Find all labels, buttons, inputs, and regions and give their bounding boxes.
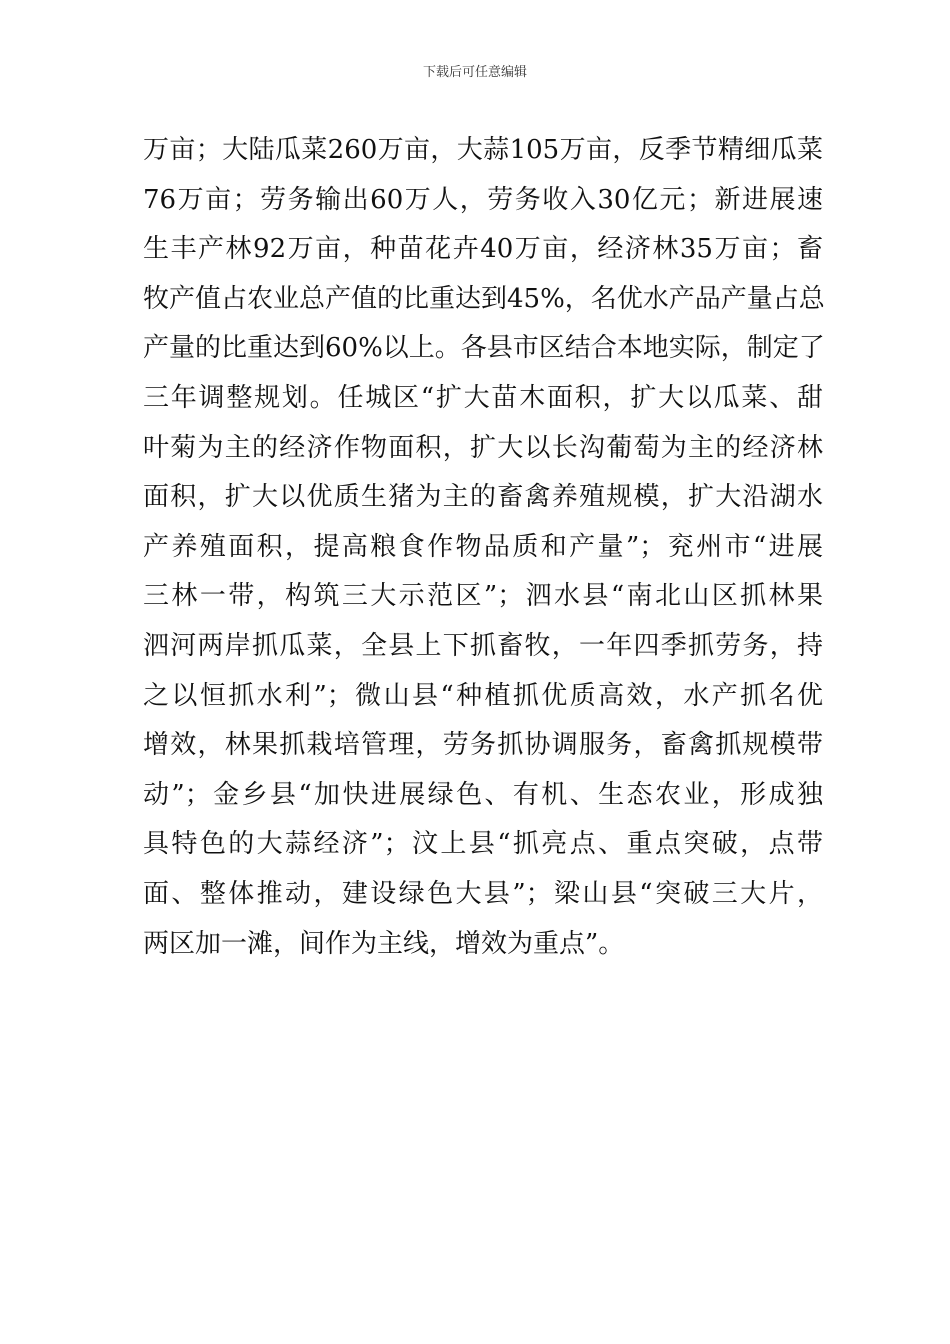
text-line: 产量的比重达到60%以上。各县市区结合本地实际，制定了: [143, 333, 825, 364]
text-line: 增效，林果抓栽培管理，劳务抓协调服务，畜禽抓规模带: [143, 730, 823, 761]
body-paragraph: [143, 126, 823, 969]
text-line: 叶菊为主的经济作物面积，扩大以长沟葡萄为主的经济林: [143, 432, 823, 463]
page-header: 下载后可任意编辑: [422, 65, 527, 80]
text-line: 生丰产林92万亩，种苗花卉40万亩，经济林35万亩；畜: [143, 234, 823, 265]
text-line: 76万亩；劳务输出60万人，劳务收入30亿元；新进展速: [143, 184, 823, 215]
text-line-last: 两区加一滩，间作为主线，增效为重点”。: [143, 928, 625, 959]
text-line: 动”；金乡县“加快进展绿色、有机、生态农业，形成独: [143, 779, 823, 810]
text-line: 万亩；大陆瓜菜260万亩，大蒜105万亩，反季节精细瓜菜: [143, 135, 823, 165]
text-line: 三年调整规划。任城区“扩大苗木面积，扩大以瓜菜、甜: [143, 382, 823, 413]
text-line: 牧产值占农业总产值的比重达到45%，名优水产品产量占总: [143, 283, 825, 314]
text-line: 面积，扩大以优质生猪为主的畜禽养殖规模，扩大沿湖水: [143, 482, 823, 513]
text-line: 面、整体推动，建设绿色大县”；梁山县“突破三大片，: [143, 878, 823, 909]
text-line: 具特色的大蒜经济”；汶上县“抓亮点、重点突破，点带: [143, 829, 823, 860]
text-line: 之以恒抓水利”；微山县“种植抓优质高效，水产抓名优: [143, 680, 823, 711]
text-line: 产养殖面积，提高粮食作物品质和产量”；兖州市“进展: [143, 531, 823, 562]
text-line: 泗河两岸抓瓜菜，全县上下抓畜牧，一年四季抓劳务，持: [143, 630, 823, 661]
text-line: 三林一带，构筑三大示范区”；泗水县“南北山区抓林果: [143, 581, 823, 612]
